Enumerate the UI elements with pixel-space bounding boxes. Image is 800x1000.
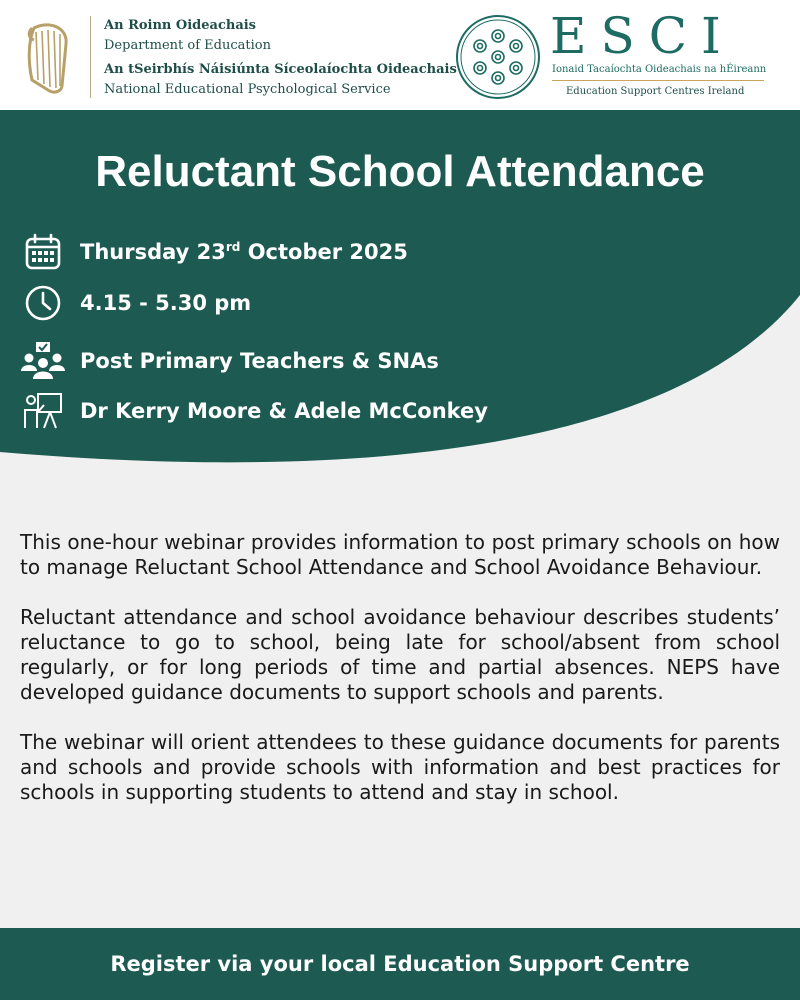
- footer-banner: [0, 928, 800, 1000]
- service-irish-name: An tSeirbhís Náisiúnta Síceolaíochta Oideachais: [104, 62, 457, 77]
- event-time-row: [20, 281, 251, 325]
- esci-wordmark: ESCI: [550, 7, 735, 65]
- department-block: [104, 16, 457, 100]
- event-date: Thursday 23rd October 2025: [80, 240, 408, 264]
- header: [0, 0, 800, 110]
- event-date-row: [20, 230, 408, 274]
- event-presenters: Dr Kerry Moore & Adele McConkey: [80, 399, 488, 423]
- department-english-name: Department of Education: [104, 38, 271, 53]
- event-audience: Post Primary Teachers & SNAs: [80, 349, 439, 373]
- esci-gold-rule: [552, 80, 764, 81]
- event-presenters-row: [20, 389, 488, 433]
- clock-icon: [20, 281, 66, 325]
- service-english-name: National Educational Psychological Service: [104, 82, 391, 97]
- register-call-to-action: Register via your local Education Support Centre: [110, 952, 690, 976]
- event-description: [20, 530, 780, 830]
- header-divider: [90, 16, 91, 98]
- description-paragraph-2: Reluctant attendance and school avoidance behaviour describes students’ reluctance to go to school, being late for school/absent from school regularly, or for long periods of time and partial absences. NEPS have developed guidance documents to support schools and parents.: [20, 605, 780, 704]
- esci-english-name: Education Support Centres Ireland: [566, 86, 745, 97]
- event-title: Reluctant School Attendance: [95, 147, 705, 196]
- description-paragraph-3: The webinar will orient attendees to these guidance documents for parents and schools and provide schools with information and best practices for schools in supporting students to attend and stay in school.: [20, 730, 780, 804]
- presenter-icon: [20, 389, 66, 433]
- description-paragraph-1: This one-hour webinar provides information to post primary schools on how to manage Reluctant School Attendance and School Avoidance Behaviour.: [20, 530, 780, 579]
- event-time: 4.15 - 5.30 pm: [80, 291, 252, 315]
- department-irish-name: An Roinn Oideachais: [104, 18, 257, 33]
- calendar-icon: [20, 230, 66, 274]
- esci-irish-name: Ionaid Tacaíochta Oideachais na hÉireann: [552, 64, 767, 75]
- audience-group-icon: [20, 339, 66, 383]
- harp-emblem-icon: [24, 22, 72, 96]
- esci-spiral-logo-icon: [455, 14, 541, 100]
- event-audience-row: [20, 339, 439, 383]
